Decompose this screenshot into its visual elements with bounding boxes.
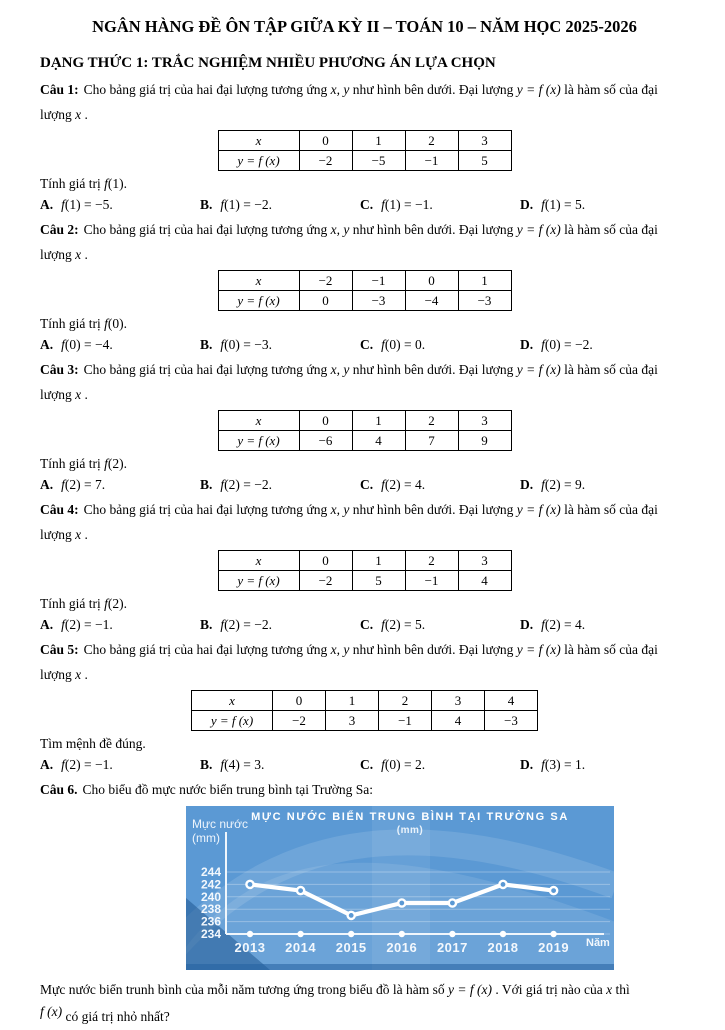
intro-text: là hàm số của đại lượng: [40, 362, 658, 402]
option-letter: B.: [200, 617, 213, 632]
footer-text: . Với giá trị nào của: [491, 982, 607, 997]
option-b: [200, 614, 360, 635]
question-intro: [40, 637, 689, 687]
sea-level-chart: [186, 806, 614, 970]
math-f: f: [61, 477, 65, 492]
math-xy: x, y: [330, 82, 350, 97]
math-f: f: [541, 337, 545, 352]
table-row: [192, 711, 538, 731]
table-cell: 4: [485, 691, 538, 711]
table-cell: 9: [458, 431, 511, 451]
intro-text: như hình bên dưới. Đại lượng: [349, 362, 517, 377]
row-label: x: [229, 692, 235, 708]
chart-title: MỰC NƯỚC BIỂN TRUNG BÌNH TẠI TRƯỜNG SA: [251, 811, 569, 823]
value-table: [218, 410, 512, 451]
table-cell: −3: [352, 291, 405, 311]
math-f: f: [381, 617, 385, 632]
question-label: Câu 5:: [40, 642, 79, 657]
axis-dot: [247, 931, 253, 937]
y-axis-label: Mực nước: [192, 817, 248, 831]
option-expr: (0) = −3.: [224, 337, 272, 352]
table-cell: 0: [273, 691, 326, 711]
option-b: [200, 334, 360, 355]
option-expr: (2) = 9.: [544, 477, 586, 492]
option-expr: (2) = −1.: [64, 617, 113, 632]
question-2: [40, 217, 689, 355]
x-tick-label: 2013: [234, 940, 266, 955]
question-3: [40, 357, 689, 495]
option-d: [520, 194, 689, 215]
row-label: y = f (x): [237, 432, 280, 448]
table-cell: −2: [299, 271, 352, 291]
table-row: [192, 691, 538, 711]
table-cell: 3: [458, 551, 511, 571]
table-cell: 0: [405, 271, 458, 291]
option-letter: C.: [360, 337, 374, 352]
option-c: [360, 334, 520, 355]
y-axis-label: (mm): [192, 831, 220, 845]
option-letter: D.: [520, 477, 534, 492]
footer-line-2: [40, 1003, 689, 1030]
y-tick-label: 240: [200, 889, 221, 904]
option-letter: C.: [360, 617, 374, 632]
footer-text: Mực nước biển trunh bình của mỗi năm tương ứng trong biểu đồ là hàm số: [40, 982, 448, 997]
math-yfx: y = f (x): [516, 362, 561, 377]
data-point: [348, 912, 355, 919]
math-f: f: [61, 337, 65, 352]
math-f: f: [220, 197, 225, 212]
prompt-text: Tính giá trị: [40, 456, 105, 471]
prompt-arg: (1).: [107, 176, 128, 191]
prompt-text: Tính giá trị: [40, 316, 105, 331]
row-label: y = f (x): [237, 572, 280, 588]
table-cell: 2: [405, 551, 458, 571]
table-row: [218, 291, 511, 311]
intro-text: Cho bảng giá trị của hai đại lượng tương ứng: [83, 502, 331, 517]
table-cell: −4: [405, 291, 458, 311]
axis-dot: [399, 931, 405, 937]
prompt-arg: (2).: [107, 596, 128, 611]
option-expr: (1) = −5.: [64, 197, 113, 212]
option-c: [360, 474, 520, 495]
option-letter: B.: [200, 757, 213, 772]
row-label: x: [255, 132, 262, 148]
math-xy: x, y: [330, 362, 350, 377]
math-f: f: [381, 477, 385, 492]
table-cell: 3: [458, 411, 511, 431]
table-cell: [218, 291, 299, 311]
question-intro: [40, 77, 689, 127]
chart-subtitle: (mm): [396, 825, 424, 836]
option-expr: (0) = 0.: [384, 337, 426, 352]
option-letter: D.: [520, 617, 534, 632]
math-xy: x, y: [330, 642, 350, 657]
table-cell: 0: [299, 411, 352, 431]
table-cell: 4: [352, 431, 405, 451]
question-label: Câu 2:: [40, 222, 79, 237]
intro-text: như hình bên dưới. Đại lượng: [349, 82, 517, 97]
table-cell: 7: [405, 431, 458, 451]
question-6-text: [40, 976, 689, 1030]
option-expr: (1) = −1.: [384, 197, 433, 212]
options-row: [40, 194, 689, 215]
data-point: [398, 899, 405, 906]
table-row: [218, 271, 511, 291]
math-x: x: [606, 982, 613, 997]
option-letter: A.: [40, 477, 54, 492]
question-label: Câu 6.: [40, 782, 78, 797]
option-expr: (2) = 7.: [64, 477, 106, 492]
math-xy: x, y: [330, 502, 350, 517]
math-f: f: [220, 757, 225, 772]
math-f: f: [541, 757, 545, 772]
option-letter: A.: [40, 757, 54, 772]
question-intro: [40, 217, 689, 267]
math-fx: f (x): [40, 1004, 63, 1019]
option-letter: B.: [200, 197, 213, 212]
option-d: [520, 334, 689, 355]
option-expr: (1) = −2.: [224, 197, 272, 212]
option-expr: (4) = 3.: [224, 757, 265, 772]
table-cell: [218, 431, 299, 451]
option-letter: A.: [40, 197, 54, 212]
table-cell: 4: [458, 571, 511, 591]
table-cell: [218, 151, 299, 171]
option-c: [360, 614, 520, 635]
option-b: [200, 474, 360, 495]
option-letter: D.: [520, 757, 534, 772]
table-cell: −2: [299, 151, 352, 171]
axis-dot: [297, 931, 303, 937]
footer-line-1: [40, 976, 689, 1003]
table-cell: 4: [432, 711, 485, 731]
options-row: [40, 474, 689, 495]
table-cell: [218, 571, 299, 591]
intro-text: là hàm số của đại lượng: [40, 82, 658, 122]
option-letter: A.: [40, 337, 54, 352]
question-prompt: [40, 173, 689, 194]
table-cell: [218, 271, 299, 291]
math-f: f: [381, 757, 385, 772]
intro-text: Cho bảng giá trị của hai đại lượng tương ứng: [83, 642, 331, 657]
value-table: [218, 130, 512, 171]
chart-canvas: [186, 806, 614, 970]
option-expr: (2) = 4.: [384, 477, 426, 492]
question-prompt: [40, 313, 689, 334]
question-prompt: [40, 453, 689, 474]
question-intro: [40, 497, 689, 547]
prompt-text: Tính giá trị: [40, 176, 105, 191]
x-tick-label: 2018: [487, 940, 519, 955]
intro-text: là hàm số của đại lượng: [40, 502, 658, 542]
section-heading: DẠNG THỨC 1: TRẮC NGHIỆM NHIỀU PHƯƠNG ÁN LỰA CHỌN: [40, 55, 496, 71]
data-point: [297, 887, 304, 894]
table-cell: −2: [299, 571, 352, 591]
math-xy: x, y: [330, 222, 350, 237]
intro-text: .: [81, 247, 88, 262]
question-5: [40, 637, 689, 775]
table-cell: 0: [299, 551, 352, 571]
x-tick-label: 2015: [335, 940, 367, 955]
option-letter: C.: [360, 197, 374, 212]
table-cell: 1: [458, 271, 511, 291]
value-table: [218, 550, 512, 591]
table-row: [218, 131, 511, 151]
table-cell: 5: [352, 571, 405, 591]
axis-dot: [500, 931, 506, 937]
table-cell: −3: [458, 291, 511, 311]
table-row: [218, 571, 511, 591]
table-cell: 1: [326, 691, 379, 711]
axis-dot: [449, 931, 455, 937]
math-f: f: [104, 176, 108, 191]
footer-text: thì: [612, 982, 630, 997]
math-f: f: [541, 477, 545, 492]
math-yfx: y = f (x): [516, 502, 561, 517]
table-cell: 2: [379, 691, 432, 711]
y-tick-label: 244: [200, 865, 221, 879]
y-tick-label: 236: [200, 914, 221, 929]
math-f: f: [381, 337, 385, 352]
math-f: f: [220, 617, 225, 632]
row-label: x: [255, 552, 262, 568]
x-tick-label: 2017: [436, 940, 468, 955]
option-b: [200, 754, 360, 775]
intro-text: là hàm số của đại lượng: [40, 222, 658, 262]
table-cell: 1: [352, 411, 405, 431]
option-a: [40, 614, 200, 635]
y-tick-label: 238: [200, 902, 221, 917]
option-expr: (1) = 5.: [544, 197, 586, 212]
option-expr: (2) = −2.: [224, 617, 272, 632]
option-letter: D.: [520, 197, 534, 212]
row-label: y = f (x): [237, 152, 280, 168]
table-cell: 1: [352, 551, 405, 571]
option-a: [40, 334, 200, 355]
table-cell: −1: [405, 571, 458, 591]
table-cell: [192, 711, 273, 731]
table-cell: 1: [352, 131, 405, 151]
option-expr: (2) = −1.: [64, 757, 113, 772]
intro-text: Cho biểu đồ mực nước biển trung bình tại Trường Sa:: [82, 782, 373, 797]
prompt-text: Tính giá trị: [40, 596, 105, 611]
table-cell: [218, 411, 299, 431]
question-1: [40, 77, 689, 215]
intro-text: Cho bảng giá trị của hai đại lượng tương ứng: [83, 82, 331, 97]
prompt-arg: (2).: [107, 456, 128, 471]
option-a: [40, 474, 200, 495]
math-f: f: [61, 617, 65, 632]
math-f: f: [541, 197, 545, 212]
math-yfx: y = f (x): [516, 642, 561, 657]
intro-text: là hàm số của đại lượng: [40, 642, 658, 682]
option-letter: A.: [40, 617, 54, 632]
row-label: y = f (x): [210, 712, 254, 728]
option-d: [520, 614, 689, 635]
options-row: [40, 754, 689, 775]
intro-text: như hình bên dưới. Đại lượng: [349, 642, 517, 657]
x-tick-label: 2014: [285, 940, 317, 955]
y-tick-label: 242: [200, 877, 221, 892]
table-cell: 2: [405, 131, 458, 151]
option-letter: C.: [360, 757, 374, 772]
table-cell: −1: [405, 151, 458, 171]
prompt-text: Tìm mệnh đề đúng.: [40, 736, 146, 751]
option-d: [520, 474, 689, 495]
table-row: [218, 151, 511, 171]
math-f: f: [104, 316, 108, 331]
row-label: x: [255, 412, 262, 428]
question-4: [40, 497, 689, 635]
table-cell: −3: [485, 711, 538, 731]
intro-text: Cho bảng giá trị của hai đại lượng tương ứng: [83, 362, 331, 377]
table-cell: [192, 691, 273, 711]
table-cell: −1: [352, 271, 405, 291]
option-c: [360, 194, 520, 215]
x-tick-label: 2019: [538, 940, 570, 955]
question-prompt: [40, 593, 689, 614]
option-a: [40, 194, 200, 215]
table-cell: 5: [458, 151, 511, 171]
options-row: [40, 614, 689, 635]
option-expr: (2) = −2.: [224, 477, 272, 492]
math-x: x: [75, 527, 82, 542]
question-label: Câu 1:: [40, 82, 79, 97]
table-cell: 3: [458, 131, 511, 151]
math-x: x: [75, 247, 82, 262]
document-title: NGÂN HÀNG ĐỀ ÔN TẬP GIỮA KỲ II – TOÁN 10 – NĂM HỌC 2025-2026: [92, 17, 637, 36]
math-x: x: [75, 667, 82, 682]
option-expr: (2) = 4.: [544, 617, 586, 632]
math-f: f: [381, 197, 385, 212]
option-b: [200, 194, 360, 215]
math-f: f: [104, 456, 108, 471]
row-label: y = f (x): [237, 292, 280, 308]
table-row: [218, 411, 511, 431]
table-cell: −1: [379, 711, 432, 731]
options-row: [40, 334, 689, 355]
footer-text: có giá trị nhỏ nhất?: [62, 1009, 170, 1024]
bottom-strip: [186, 964, 614, 970]
math-yfx: y = f (x): [516, 82, 561, 97]
option-expr: (0) = 2.: [384, 757, 426, 772]
question-6: [40, 777, 689, 970]
option-a: [40, 754, 200, 775]
option-letter: D.: [520, 337, 534, 352]
table-cell: −6: [299, 431, 352, 451]
table-row: [218, 431, 511, 451]
question-intro: [40, 777, 689, 802]
option-letter: B.: [200, 337, 213, 352]
option-expr: (2) = 5.: [384, 617, 426, 632]
question-intro: [40, 357, 689, 407]
table-cell: 3: [326, 711, 379, 731]
option-c: [360, 754, 520, 775]
math-f: f: [61, 757, 65, 772]
x-tick-label: 2016: [386, 940, 418, 955]
math-f: f: [220, 337, 225, 352]
intro-text: .: [81, 667, 88, 682]
math-f: f: [61, 197, 65, 212]
option-d: [520, 754, 689, 775]
math-yfx: y = f (x): [516, 222, 561, 237]
intro-text: .: [81, 527, 88, 542]
data-point: [449, 899, 456, 906]
option-expr: (3) = 1.: [544, 757, 586, 772]
question-label: Câu 3:: [40, 362, 79, 377]
table-cell: 3: [432, 691, 485, 711]
table-cell: [218, 551, 299, 571]
intro-text: như hình bên dưới. Đại lượng: [349, 502, 517, 517]
y-tick-labels: [201, 865, 221, 941]
table-cell: 0: [299, 131, 352, 151]
table-cell: 0: [299, 291, 352, 311]
value-table: [191, 690, 538, 731]
axis-dot: [348, 931, 354, 937]
value-table: [218, 270, 512, 311]
prompt-arg: (0).: [107, 316, 128, 331]
math-f: f: [541, 617, 545, 632]
table-cell: −5: [352, 151, 405, 171]
option-letter: B.: [200, 477, 213, 492]
question-label: Câu 4:: [40, 502, 79, 517]
math-x: x: [75, 387, 82, 402]
math-x: x: [75, 107, 82, 122]
option-letter: C.: [360, 477, 374, 492]
intro-text: như hình bên dưới. Đại lượng: [349, 222, 517, 237]
table-row: [218, 551, 511, 571]
table-cell: −2: [273, 711, 326, 731]
table-cell: [218, 131, 299, 151]
math-yfx: y = f (x): [447, 982, 492, 997]
question-prompt: [40, 733, 689, 754]
intro-text: .: [81, 387, 88, 402]
axis-dot: [550, 931, 556, 937]
intro-text: Cho bảng giá trị của hai đại lượng tương ứng: [83, 222, 331, 237]
data-point: [550, 887, 557, 894]
intro-text: .: [81, 107, 88, 122]
data-point: [246, 881, 253, 888]
y-tick-label: 234: [200, 927, 221, 941]
row-label: x: [255, 272, 262, 288]
data-point: [499, 881, 506, 888]
table-cell: 2: [405, 411, 458, 431]
option-expr: (0) = −2.: [544, 337, 593, 352]
option-expr: (0) = −4.: [64, 337, 113, 352]
x-axis-title: Năm: [586, 937, 610, 949]
math-f: f: [220, 477, 225, 492]
math-f: f: [104, 596, 108, 611]
